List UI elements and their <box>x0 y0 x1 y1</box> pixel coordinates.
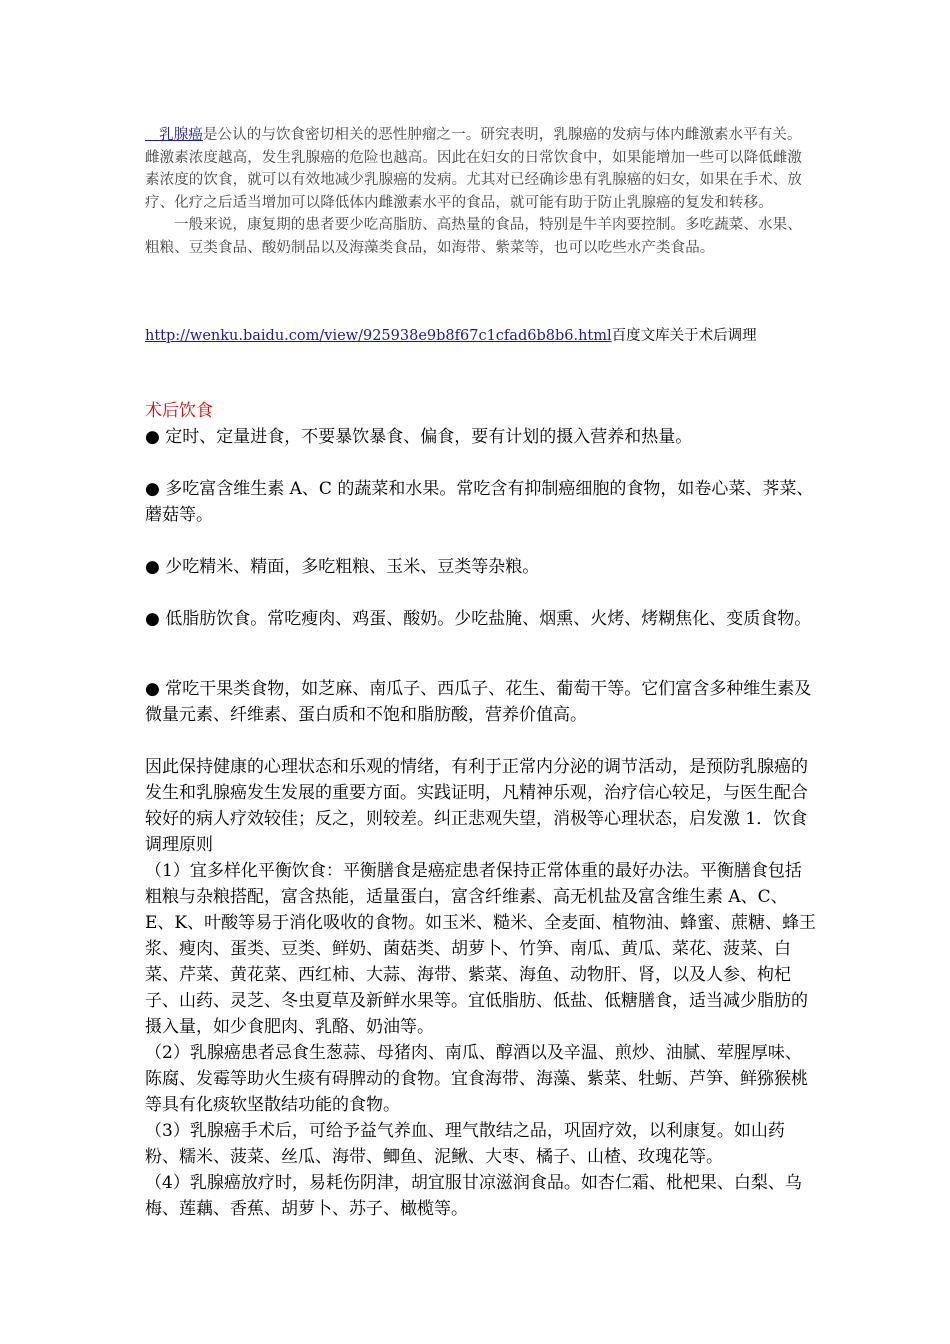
intro-paragraph-2: 一般来说，康复期的患者要少吃高脂肪、高热量的食品，特别是牛羊肉要控制。多吃蔬菜、水果、粗粮、豆类食品、酸奶制品以及海藻类食品，如海带、紫菜等，也可以吃些水产类食品。 <box>145 217 802 256</box>
bullet-item-1: ● 定时、定量进食，不要暴饮暴食、偏食，要有计划的摄入营养和热量。 <box>145 427 693 447</box>
bullet-item-4: ● 低脂肪饮食。常吃瘦肉、鸡蛋、酸奶。少吃盐腌、烟熏、火烤、烤糊焦化、变质食物。 <box>145 609 812 629</box>
bullet-item-5: ● 常吃干果类食物，如芝麻、南瓜子、西瓜子、花生、葡萄干等。它们富含多种维生素及微量元素、纤维素、蛋白质和不饱和脂肪酸，营养价值高。 <box>145 679 812 725</box>
diet-principle-item-4: （4）乳腺癌放疗时，易耗伤阴津，胡宜服甘凉滋润食品。如杏仁霜、枇杷果、白梨、乌梅、莲藕、香蕉、胡萝卜、苏子、橄榄等。 <box>145 1173 802 1219</box>
spacer <box>145 528 817 554</box>
diet-principle-item-1: （1）宜多样化平衡饮食：平衡膳食是癌症患者保持正常体重的最好办法。平衡膳食包括粗粮与杂粮搭配，富含热能，适量蛋白，富含纤维素、高无机盐及富含维生素 A、C、E、K、叶酸等易于消化吸收的食物。如玉米、糙米、全麦面、植物油、蜂蜜、蔗糖、蜂王浆、瘦肉、蛋类、豆类、鲜奶、菌菇类、胡萝卜、竹笋、南瓜、黄瓜、菜花、菠菜、白菜、芹菜、黄花菜、西红柿、大蒜、海带、紫菜、海鱼、动物肝、肾，以及人参、枸杞子、山药、灵芝、冬虫夏草及新鲜水果等。宜低脂肪、低盐、低糖膳食，适当减少脂肪的摄入量，如少食肥肉、乳酪、奶油等。 <box>145 861 817 1037</box>
diet-section <box>145 398 817 1222</box>
diet-principle-item-2: （2）乳腺癌患者忌食生葱蒜、母猪肉、南瓜、醇酒以及辛温、煎炒、油腻、荤腥厚味、陈腐、发霉等助火生痰有碍脾动的食物。宜食海带、海藻、紫菜、牡蛎、芦笋、鲜猕猴桃等具有化痰软坚散结功能的食物。 <box>145 1043 808 1115</box>
spacer <box>145 728 817 754</box>
bullet-item-3: ● 少吃精米、精面，多吃粗粮、玉米、豆类等杂粮。 <box>145 557 540 577</box>
diet-principle-item-3: （3）乳腺癌手术后，可给予益气养血、理气散结之品，巩固疗效，以利康复。如山药粉、糯米、菠菜、丝瓜、海带、鲫鱼、泥鳅、大枣、橘子、山楂、玫瑰花等。 <box>145 1121 785 1167</box>
intro-paragraph-1 <box>145 124 815 214</box>
spacer <box>145 632 817 676</box>
psychology-paragraph: 因此保持健康的心理状态和乐观的情绪，有利于正常内分泌的调节活动，是预防乳腺癌的发生和乳腺癌发生发展的重要方面。实践证明，凡精神乐观，治疗信心较足，与医生配合较好的病人疗效较佳；反之，则较差。纠正悲观失望，消极等心理状态，启发激 1．饮食调理原则 <box>145 757 808 855</box>
source-label: 百度文库关于术后调理 <box>611 328 757 344</box>
source-url-link[interactable]: http://wenku.baidu.com/view/925938e9b8f67c1cfad6b8b6.html <box>145 328 612 344</box>
breast-cancer-link[interactable]: 乳腺癌 <box>159 127 203 143</box>
bullet-item-2: ● 多吃富含维生素 A、C 的蔬菜和水果。常吃含有抑制癌细胞的食物，如卷心菜、荠菜、蘑菇等。 <box>145 479 814 525</box>
section-heading: 术后饮食 <box>145 401 213 421</box>
intro-section <box>145 124 815 259</box>
spacer <box>145 450 817 476</box>
spacer <box>145 580 817 606</box>
source-reference <box>145 325 757 347</box>
intro-paragraph-1-text: 是公认的与饮食密切相关的恶性肿瘤之一。研究表明，乳腺癌的发病与体内雌激素水平有关。雌激素浓度越高，发生乳腺癌的危险也越高。因此在妇女的日常饮食中，如果能增加一些可以降低雌激素浓度的饮食，就可以有效地减少乳腺癌的发病。尤其对已经确诊患有乳腺癌的妇女，如果在手术、放疗、化疗之后适当增加可以降低体内雌激素水平的食品，就可能有助于防止乳腺癌的复发和转移。 <box>145 127 802 211</box>
